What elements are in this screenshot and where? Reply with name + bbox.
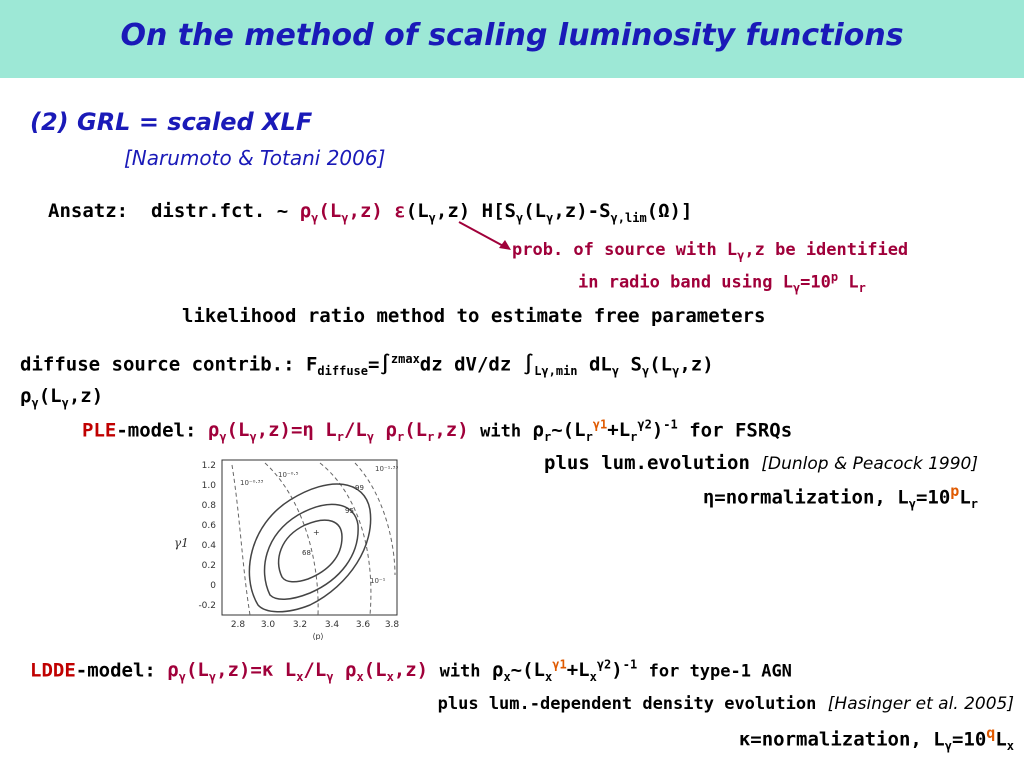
- ansatz-heaviside: $H[S_\gamma(L_\gamma,z)-S_{\gamma,lim}(\Omega)]$: [481, 200, 693, 225]
- ple-with: with: [480, 421, 522, 442]
- ldde-rho-def: $\rho_x\sim(L_x^{\gamma 1}+L_x^{\gamma 2})^{-1}$: [491, 658, 638, 685]
- note-line-1: prob. of source with $L_\gamma,z$ be identified: [512, 240, 909, 263]
- curve-label: 10⁻⁰·³³: [240, 479, 264, 487]
- ple-rho-def: $\rho_r\sim(L_r^{\gamma 1}+L_r^{\gamma 2})^{-1}$: [532, 418, 678, 445]
- y-tick: -0.2: [198, 601, 216, 611]
- contour-label: 68: [302, 549, 311, 557]
- ansatz-distr: distr.fct. ~: [150, 200, 289, 222]
- contour-95: [265, 504, 359, 599]
- y-axis-label: γ1: [174, 536, 189, 550]
- ldde-line: [30, 658, 792, 684]
- pointer-arrow: [455, 218, 515, 258]
- y-tick: 0.2: [201, 561, 216, 571]
- ple-line: [82, 418, 792, 444]
- y-tick: 0.8: [201, 501, 216, 511]
- x-tick: 3.2: [292, 620, 308, 630]
- note-line-2: in radio band using $L_\gamma=10^p$ $L_r$: [578, 270, 866, 296]
- ple-formula: $\rho_\gamma(L_\gamma,z)=\eta$ $L_r/L_\gamma$ $\rho_r(L_r,z)$: [207, 419, 469, 445]
- x-tick: 3.6: [355, 620, 371, 630]
- ple-evolution-text: plus lum.evolution: [544, 452, 750, 474]
- diffuse-line-2: $\rho_\gamma(L_\gamma,z)$: [20, 385, 104, 410]
- contour-plot: [170, 455, 405, 640]
- ple-for: for FSRQs: [689, 419, 793, 442]
- x-tick: 3.8: [384, 620, 400, 630]
- section-reference: [Narumoto & Totani 2006]: [124, 146, 386, 170]
- slide-title: On the method of scaling luminosity functions: [120, 18, 904, 53]
- contour-label: 99: [355, 484, 364, 492]
- ple-model: -model:: [116, 419, 197, 442]
- y-tick: 0.4: [201, 541, 216, 551]
- ple-normalization: η=normalization, $L_\gamma=10^pL_r$: [702, 482, 978, 512]
- ple-evolution: [544, 452, 978, 474]
- y-tick: 0.6: [201, 521, 216, 531]
- ldde-model: -model:: [75, 659, 156, 682]
- ple-name: PLE: [82, 419, 117, 442]
- ldde-formula: $\rho_\gamma(L_\gamma,z)=\kappa$ $L_x/L_\gamma$ $\rho_x(L_x,z)$: [167, 659, 429, 685]
- ansatz-line: [48, 200, 692, 225]
- x-axis-label: ⟨p⟩: [312, 632, 324, 640]
- ldde-name: LDDE: [30, 659, 76, 682]
- ansatz-eps-arg: $(L_\gamma,z)$: [405, 200, 471, 225]
- ldde-evolution: [438, 692, 1014, 714]
- y-tick: 0: [210, 581, 216, 591]
- x-tick: 3.4: [324, 620, 340, 630]
- contour-label: 95: [345, 507, 354, 515]
- ansatz-label: Ansatz:: [48, 200, 129, 222]
- dashed-curve: [355, 463, 395, 575]
- ldde-for: for type-1 AGN: [648, 661, 792, 682]
- dashed-curve: [232, 465, 250, 615]
- curve-label: 10⁻⁰·⁵: [278, 471, 299, 479]
- ldde-with: with: [439, 661, 481, 682]
- diffuse-line-1: diffuse source contrib.: $F_{diffuse}=\int^{zmax}dz$ dV/dz $\int_{L\gamma,min}$ $dL_\gamma$ $S_\gamma(L_\gamma,z)$: [20, 352, 714, 379]
- ple-evolution-ref: [Dunlop & Peacock 1990]: [761, 454, 978, 474]
- ansatz-rho: $\rho_\gamma(L_\gamma,z)$: [299, 200, 383, 225]
- curve-label: 10⁻¹: [370, 577, 386, 585]
- ldde-normalization: κ=normalization, $L_\gamma=10^qL_x$: [738, 724, 1014, 754]
- x-tick: 2.8: [230, 620, 246, 630]
- best-fit-marker: +: [313, 528, 320, 537]
- section-heading: (2) GRL = scaled XLF: [30, 108, 313, 136]
- curve-label: 10⁻¹·³³: [375, 465, 399, 473]
- ldde-evolution-text: plus lum.-dependent density evolution: [437, 694, 817, 714]
- likelihood-line: likelihood ratio method to estimate free parameters: [182, 305, 766, 327]
- y-tick: 1.2: [201, 461, 216, 471]
- y-tick: 1.0: [201, 481, 216, 491]
- ansatz-eps: ε: [394, 200, 406, 222]
- x-tick: 3.0: [260, 620, 276, 630]
- ldde-evolution-ref: [Hasinger et al. 2005]: [827, 694, 1014, 714]
